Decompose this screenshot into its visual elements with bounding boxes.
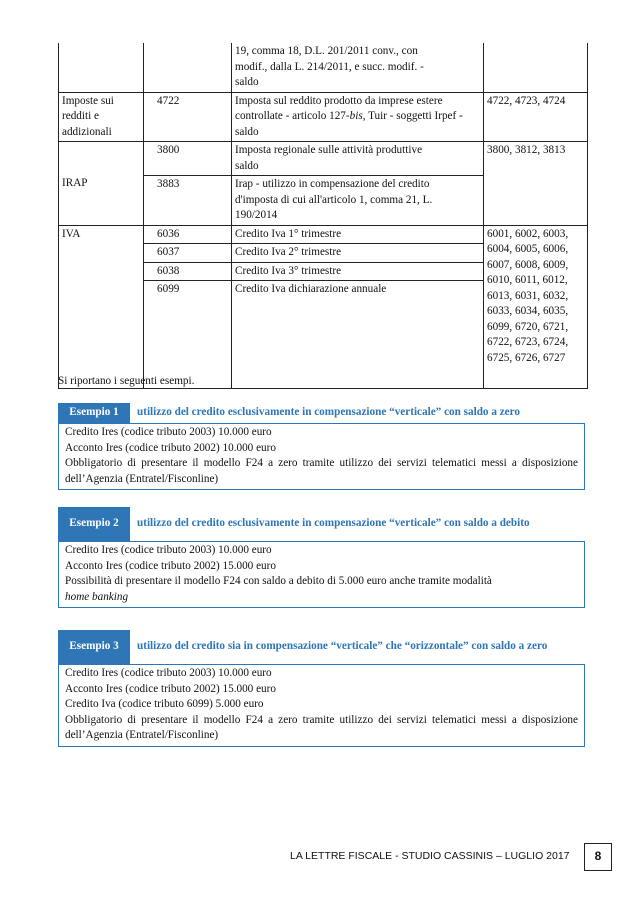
description-line: saldo (235, 76, 259, 88)
example-line: Obbligatorio di presentare il modello F24 a zero tramite utilizzo dei servizi telematici messi a disposizione dell’Agenzia (Entratel/Fisconline) (65, 457, 578, 485)
description-cell (232, 176, 484, 226)
example-header (58, 507, 585, 541)
code-cell (144, 43, 232, 92)
example-body (58, 541, 585, 608)
related-codes-cell: 3800, 3812, 3813 (484, 142, 588, 226)
example-line: Acconto Ires (codice tributo 2002) 15.000 euro (65, 682, 276, 695)
description-line: 190/2014 (235, 209, 278, 221)
example-badge: Esempio 1 (58, 403, 130, 423)
example-title: utilizzo del credito esclusivamente in compensazione “verticale” con saldo a debito (137, 517, 530, 530)
related-line: 6099, 6720, 6721, (487, 320, 569, 333)
table-row (59, 92, 588, 142)
example-line: Credito Ires (codice tributo 2003) 10.000 euro (65, 667, 272, 679)
table-row (59, 225, 588, 244)
page-number: 8 (584, 843, 612, 871)
example-header (58, 630, 585, 664)
description-italic: bis (349, 110, 363, 122)
related-line: 6004, 6005, 6006, (487, 243, 569, 255)
footer-text: LA LETTRE FISCALE - STUDIO CASSINIS – LUGLIO 2017 (290, 850, 570, 862)
example-badge: Esempio 3 (58, 630, 130, 664)
description-line: saldo (235, 159, 259, 172)
intro-text: Si riportano i seguenti esempi. (58, 375, 195, 387)
description-line: Imposta regionale sulle attività produttive (235, 144, 423, 156)
example-title: utilizzo del credito sia in compensazione “verticale” che “orizzontale” con saldo a zero (137, 640, 548, 653)
description-line: d'imposta di cui all'articolo 1, comma 21, L. (235, 193, 433, 206)
category-cell: IVA (59, 225, 144, 389)
related-codes-cell (484, 225, 588, 389)
description-cell: Credito Iva 3° trimestre (232, 262, 484, 281)
related-codes-cell: 4722, 4723, 4724 (484, 92, 588, 142)
example-line: Possibilità di presentare il modello F24 con saldo a debito di 5.000 euro anche tramite modalità (65, 575, 492, 587)
table-row (59, 43, 588, 92)
example-line: Credito Ires (codice tributo 2003) 10.000 euro (65, 544, 272, 556)
example-3-block (58, 630, 585, 747)
related-codes-cell (484, 43, 588, 92)
related-line: 6033, 6034, 6035, (487, 305, 569, 317)
category-line: addizionali (62, 125, 112, 138)
related-line: 6007, 6008, 6009, (487, 258, 569, 271)
example-body (58, 664, 585, 747)
code-cell: 6099 (144, 281, 232, 389)
code-cell: 4722 (144, 92, 232, 142)
category-cell (59, 43, 144, 92)
related-line: 6722, 6723, 6724, (487, 336, 569, 348)
description-line: modif., dalla L. 214/2011, e succ. modif. - (235, 60, 424, 73)
example-2-block (58, 507, 585, 608)
example-1-block (58, 403, 585, 490)
code-cell: 6037 (144, 244, 232, 263)
category-line: Imposte sui (62, 94, 114, 107)
example-header (58, 403, 585, 423)
tax-codes-table (58, 43, 588, 389)
description-cell (232, 142, 484, 176)
description-cell: Credito Iva 2° trimestre (232, 244, 484, 263)
example-line: Obbligatorio di presentare il modello F24 a zero tramite utilizzo dei servizi telematici messi a disposizione dell’Agenzia (Entratel/Fisconline) (65, 713, 578, 741)
description-line: 19, comma 18, D.L. 201/2011 conv., con (235, 45, 418, 57)
category-line: redditi e (62, 110, 99, 122)
description-cell: Credito Iva dichiarazione annuale (232, 281, 484, 389)
code-cell: 6038 (144, 262, 232, 281)
code-cell: 6036 (144, 225, 232, 244)
description-cell: Credito Iva 1° trimestre (232, 225, 484, 244)
example-line: Credito Iva (codice tributo 6099) 5.000 euro (65, 698, 264, 710)
description-text: , Tuir - soggetti Irpef - saldo (235, 110, 463, 138)
category-cell: IRAP (59, 142, 144, 226)
description-line: Irap - utilizzo in compensazione del credito (235, 178, 430, 190)
example-line: Acconto Ires (codice tributo 2002) 10.000 euro (65, 441, 276, 454)
related-line: 6013, 6031, 6032, (487, 289, 569, 302)
code-cell: 3883 (144, 176, 232, 226)
example-body (58, 423, 585, 490)
description-cell (232, 43, 484, 92)
table-row (59, 142, 588, 176)
related-line: 6010, 6011, 6012, (487, 274, 568, 286)
category-cell (59, 92, 144, 142)
example-title: utilizzo del credito esclusivamente in compensazione “verticale” con saldo a zero (137, 406, 521, 419)
example-line: Acconto Ires (codice tributo 2002) 15.000 euro (65, 559, 276, 572)
related-line: 6725, 6726, 6727 (487, 351, 566, 364)
description-cell (232, 92, 484, 142)
example-line: Credito Ires (codice tributo 2003) 10.000 euro (65, 426, 272, 438)
description-text: Imposta sul reddito prodotto da imprese estere controllate - articolo 127- (235, 94, 443, 122)
example-badge: Esempio 2 (58, 507, 130, 541)
example-line-italic: home banking (65, 590, 129, 603)
related-line: 6001, 6002, 6003, (487, 227, 569, 240)
code-cell: 3800 (144, 142, 232, 176)
